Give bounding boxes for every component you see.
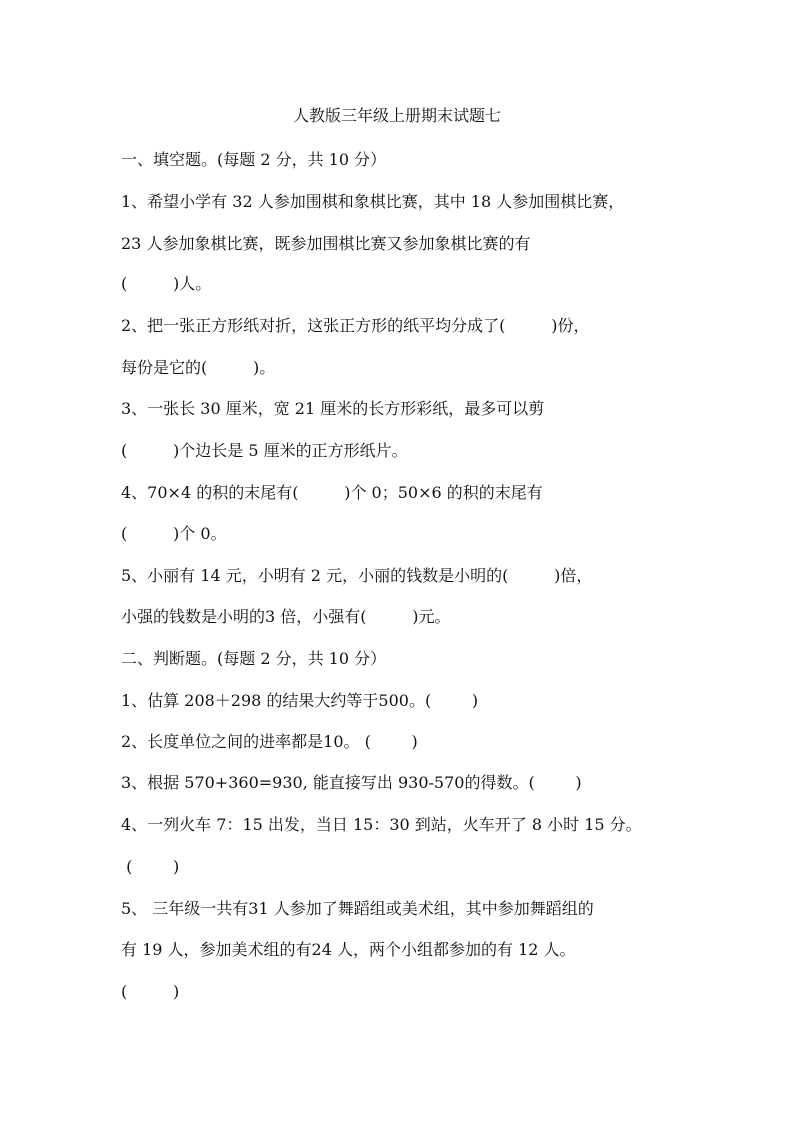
question-line: 5、 三年级一共有31 人参加了舞蹈组或美术组，其中参加舞蹈组的 [121,899,594,918]
question-line: ( )个 0。 [121,524,227,543]
question-line: 2、长度单位之间的进率都是10。 ( ) [121,732,418,751]
question-line: ( ) [121,857,180,876]
question-line: 3、一张长 30 厘米，宽 21 厘米的长方形彩纸，最多可以剪 [121,399,545,418]
question-line: 1、希望小学有 32 人参加围棋和象棋比赛，其中 18 人参加围棋比赛， [121,192,625,211]
document-title: 人教版三年级上册期末试题七 [292,106,501,125]
question-line: ( ) [121,982,180,1001]
question-line: 每份是它的( )。 [121,358,276,377]
question-line: 4、70×4 的积的末尾有( )个 0；50×6 的积的末尾有 [121,483,543,502]
question-line: 2、把一张正方形纸对折，这张正方形的纸平均分成了( )份， [121,316,590,335]
section-heading-fill-blanks: 一、填空题。(每题 2 分，共 10 分） [121,150,387,169]
question-line: 4、一列火车 7：15 出发，当日 15：30 到站，火车开了 8 小时 15 分。 [121,815,642,834]
question-line: ( )人。 [121,274,212,293]
question-line: 小强的钱数是小明的3 倍，小强有( )元。 [121,607,451,626]
question-line: 有 19 人，参加美术组的有24 人，两个小组都参加的有 12 人。 [121,940,576,959]
section-heading-true-false: 二、判断题。(每题 2 分，共 10 分） [121,649,387,668]
question-line: 5、小丽有 14 元，小明有 2 元，小丽的钱数是小明的( )倍， [121,566,593,585]
question-line: 3、根据 570+360=930, 能直接写出 930-570的得数。( ) [121,773,582,792]
question-line: 23 人参加象棋比赛，既参加围棋比赛又参加象棋比赛的有 [121,234,531,253]
question-line: 1、估算 208＋298 的结果大约等于500。( ) [121,691,479,710]
question-line: ( )个边长是 5 厘米的正方形纸片。 [121,441,408,460]
